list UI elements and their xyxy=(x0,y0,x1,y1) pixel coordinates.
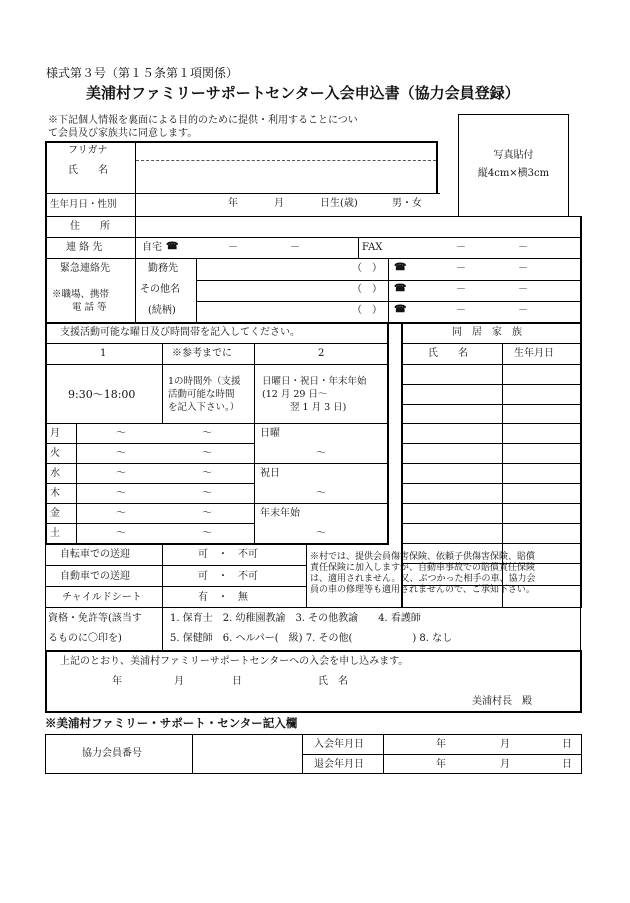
emergency-note-1: ※職場、携帯 xyxy=(52,289,110,300)
birth-label: 生年月日・性別 xyxy=(50,199,117,210)
car-choice[interactable]: 可 ・ 不可 xyxy=(198,571,258,582)
member-number-field[interactable] xyxy=(194,736,300,772)
family-header: 同 居 家 族 xyxy=(452,327,522,338)
contact-label: 連 絡 先 xyxy=(66,242,103,253)
reference-note-2: 活動可能な時間 xyxy=(168,389,235,400)
dash: － xyxy=(518,284,528,295)
qualification-label-1: 資格・免許等(該当す xyxy=(48,613,142,624)
time-wave: ～ xyxy=(202,468,212,479)
photo-size: 縦4cm×横3cm xyxy=(477,168,550,179)
emergency-note-2: 電 話 等 xyxy=(72,302,107,313)
bicycle-label: 自転車での送迎 xyxy=(60,549,130,560)
dash: － xyxy=(456,284,466,295)
personal-right-border xyxy=(580,216,582,323)
dash: － xyxy=(456,305,466,316)
emergency-label: 緊急連絡先 xyxy=(60,263,110,274)
form-number: 様式第３号（第１５条第１項関係） xyxy=(46,66,239,80)
day-fri: 金 xyxy=(50,508,60,519)
join-month: 月 xyxy=(500,739,510,750)
dash: － xyxy=(290,242,300,253)
area-code-paren: （ ） xyxy=(352,284,382,295)
reference-note-3: を記入下さい。） xyxy=(168,402,240,413)
dash: － xyxy=(518,242,528,253)
area-code-paren: （ ） xyxy=(352,305,382,316)
name-label: 氏 名 xyxy=(68,165,108,176)
home-phone-label: 自宅 xyxy=(142,242,162,253)
column-2: 2 xyxy=(318,348,325,359)
furigana-label: フリガナ xyxy=(68,145,108,156)
childseat-label: チャイルドシート xyxy=(62,592,142,603)
area-code-paren: （ ） xyxy=(352,263,382,274)
qualification-options-2[interactable]: 5. 保健師 6. ヘルパー( 級) 7. その他( ) 8. なし xyxy=(170,633,453,644)
childseat-choice[interactable]: 有 ・ 無 xyxy=(198,592,248,603)
holiday-label: 祝日 xyxy=(260,468,280,479)
photo-label: 写真貼付 xyxy=(493,150,534,161)
dash: － xyxy=(456,263,466,274)
family-name-header: 氏 名 xyxy=(428,348,468,359)
birth-year: 年 xyxy=(228,198,238,209)
leave-date-label: 退会年月日 xyxy=(314,759,364,770)
time-wave: ～ xyxy=(202,428,212,439)
personal-left-border xyxy=(45,141,47,323)
work-label: 勤務先 xyxy=(148,263,178,274)
time-range: 9:30～18:00 xyxy=(68,388,136,401)
dash: － xyxy=(518,305,528,316)
center-section-title: ※美浦村ファミリー・サポート・センター記入欄 xyxy=(45,716,298,730)
day-sat: 土 xyxy=(50,528,60,539)
time-wave: ～ xyxy=(116,508,126,519)
day-wed: 水 xyxy=(50,468,60,479)
qualification-label-2: るものに〇印を) xyxy=(48,633,122,644)
consent-line-2: て会員及び家族共に同意します。 xyxy=(48,128,198,139)
time-wave: ～ xyxy=(316,488,326,499)
dash: － xyxy=(518,263,528,274)
time-wave: ～ xyxy=(316,448,326,459)
newyear-label: 年末年始 xyxy=(260,508,300,519)
time-wave: ～ xyxy=(116,428,126,439)
time-wave: ～ xyxy=(116,448,126,459)
qualification-options-1[interactable]: 1. 保育士 2. 幼稚園教諭 3. その他教諭 4. 看護師 xyxy=(170,613,421,624)
phone-icon: ☎ xyxy=(394,304,407,315)
dash: － xyxy=(228,242,238,253)
column-1: 1 xyxy=(100,348,107,359)
dash: － xyxy=(456,242,466,253)
time-wave: ～ xyxy=(202,488,212,499)
furigana-divider xyxy=(136,160,436,161)
insurance-note-4: 員の車の修理等も適用されませんので、ご承知下さい。 xyxy=(310,585,535,595)
relation-label: (続柄) xyxy=(148,305,176,316)
day-mon: 月 xyxy=(50,428,60,439)
bicycle-choice[interactable]: 可 ・ 不可 xyxy=(198,549,258,560)
time-wave: ～ xyxy=(116,468,126,479)
col2-note-2: (12 月 29 日～ xyxy=(262,389,328,400)
fax-label: FAX xyxy=(362,242,383,253)
personal-right-border-upper xyxy=(436,141,438,194)
time-wave: ～ xyxy=(202,508,212,519)
applicant-name-field[interactable] xyxy=(366,672,566,690)
col2-note-3: 翌 1 月 3 日) xyxy=(290,402,347,413)
insurance-note-3: は、適用されません。又、ぶつかった相手の車、協力会 xyxy=(310,574,536,584)
insurance-note-2: 責任保険に加入しますが、自動車事故での賠償責任保険 xyxy=(310,563,536,573)
column-reference: ※参考までに xyxy=(172,348,232,359)
phone-icon: ☎ xyxy=(166,241,179,252)
time-wave: ～ xyxy=(202,448,212,459)
photo-box xyxy=(458,114,569,217)
furigana-field[interactable] xyxy=(137,143,434,159)
day-thu: 木 xyxy=(50,488,60,499)
address-field[interactable] xyxy=(137,218,577,236)
gender-choice[interactable]: 男・女 xyxy=(392,198,422,209)
consent-line-1: ※下記個人情報を裏面による目的のために提供・利用することについ xyxy=(48,115,358,126)
phone-icon: ☎ xyxy=(394,283,407,294)
birth-month: 月 xyxy=(274,198,284,209)
app-month: 月 xyxy=(174,676,184,687)
birth-day: 日生(歳) xyxy=(320,198,358,209)
personal-bottom-border xyxy=(45,322,582,324)
join-date-label: 入会年月日 xyxy=(314,739,364,750)
address-label: 住 所 xyxy=(70,221,110,232)
time-wave: ～ xyxy=(116,528,126,539)
time-wave: ～ xyxy=(316,528,326,539)
insurance-note-1: ※村では、提供会員傷害保険、依頼子供傷害保険、賠償 xyxy=(310,552,536,562)
leave-month: 月 xyxy=(500,759,510,770)
join-year: 年 xyxy=(436,739,446,750)
application-statement: 上記のとおり、美浦村ファミリーサポートセンターへの入会を申し込みます。 xyxy=(60,656,409,667)
join-day: 日 xyxy=(562,739,572,750)
recipient: 美浦村長 殿 xyxy=(472,696,532,707)
day-tue: 火 xyxy=(50,448,60,459)
leave-day: 日 xyxy=(562,759,572,770)
reference-note-1: 1の時間外（支援 xyxy=(168,376,241,387)
leave-year: 年 xyxy=(436,759,446,770)
time-wave: ～ xyxy=(116,488,126,499)
name-field[interactable] xyxy=(137,162,434,192)
other-name-label: その他名 xyxy=(140,284,180,295)
member-number-label: 協力会員番号 xyxy=(82,748,142,759)
availability-header: 支援活動可能な曜日及び時間帯を記入してください。 xyxy=(60,327,300,338)
app-year: 年 xyxy=(112,676,122,687)
car-label: 自動車での送迎 xyxy=(60,571,130,582)
app-day: 日 xyxy=(232,676,242,687)
phone-icon: ☎ xyxy=(394,262,407,273)
form-title: 美浦村ファミリーサポートセンター入会申込書（協力会員登録） xyxy=(86,84,520,102)
app-name-label: 氏 名 xyxy=(318,676,348,687)
time-wave: ～ xyxy=(202,528,212,539)
sunday-label: 日曜 xyxy=(260,428,280,439)
family-birth-header: 生年月日 xyxy=(514,348,554,359)
col2-note-1: 日曜日・祝日・年末年始 xyxy=(262,376,367,387)
